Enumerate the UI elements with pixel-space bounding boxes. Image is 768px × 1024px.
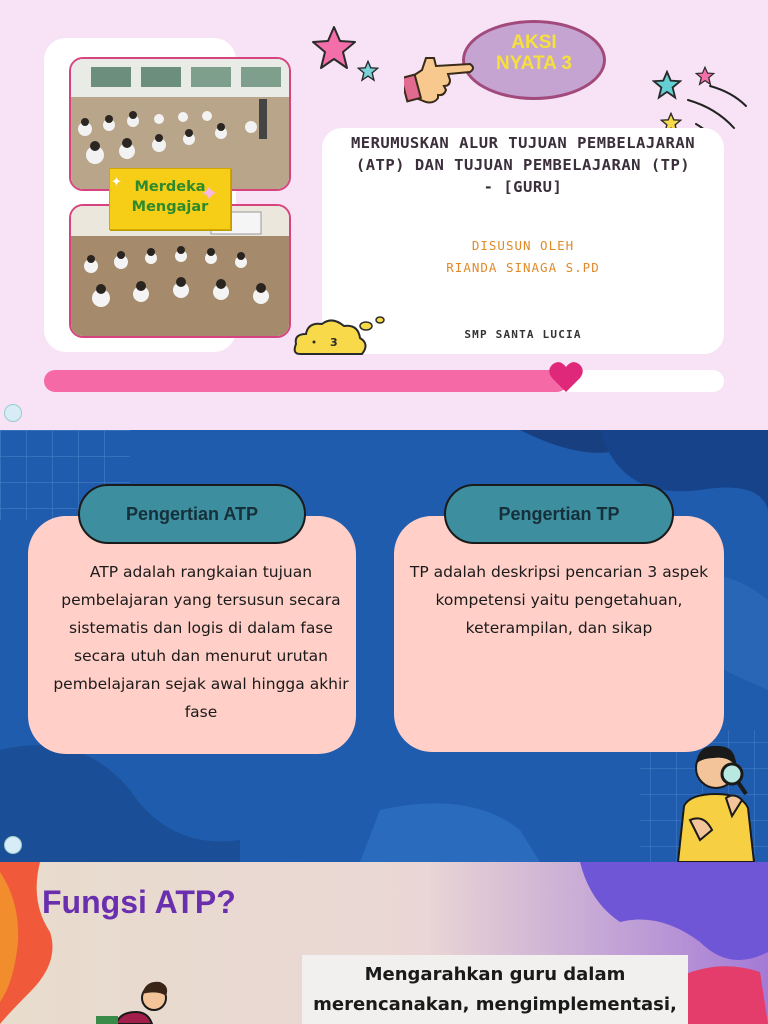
pink-star-icon <box>310 24 358 72</box>
school-name: SMP SANTA LUCIA <box>464 328 582 341</box>
teal-star-icon <box>652 70 682 100</box>
globe-icon <box>4 836 22 854</box>
badge-line-1: Merdeka <box>134 179 206 195</box>
function-slide <box>0 862 768 1024</box>
cloud-number: 3 <box>330 336 338 349</box>
sparkle-icon: ✦ <box>200 182 219 207</box>
pointing-hand-icon <box>404 40 476 106</box>
atp-definition: ATP adalah rangkaian tujuan pembelajaran yang tersusun secara sistematis dan logis di dalam fase secara utuh dan menurut urutan pembelajaran sejak awal hingga akhir fase <box>53 563 349 721</box>
sparkle-icon: ✦ <box>111 175 122 190</box>
section-heading: Fungsi ATP? <box>42 884 236 920</box>
person-illustration-icon <box>96 976 176 1024</box>
atp-heading: Pengertian ATP <box>78 484 306 544</box>
tp-definition: TP adalah deskripsi pencarian 3 aspek kompetensi yaitu pengetahuan, keterampilan, dan sikap <box>409 563 709 637</box>
progress-fill <box>44 370 568 392</box>
cloud-icon <box>292 314 388 360</box>
author-label: DISUSUN OLEH <box>471 238 575 253</box>
cover-slide <box>0 0 768 430</box>
function-text: Mengarahkan guru dalam merencanakan, mengimplementasi, <box>313 964 677 1015</box>
page-title: MERUMUSKAN ALUR TUJUAN PEMBELAJARAN (ATP) DAN TUJUAN PEMBELAJARAN (TP) - [GURU] <box>350 134 696 196</box>
heart-icon <box>548 360 584 394</box>
badge-line-2: Mengajar <box>131 199 209 215</box>
tp-heading: Pengertian TP <box>444 484 674 544</box>
author-name: RIANDA SINAGA S.PD <box>446 260 600 275</box>
aksi-nyata-label: AKSI NYATA 3 <box>495 32 573 74</box>
teal-star-icon <box>357 60 379 82</box>
globe-icon <box>4 404 22 422</box>
student-with-magnifier-icon <box>670 736 766 862</box>
definition-slide <box>0 430 768 862</box>
